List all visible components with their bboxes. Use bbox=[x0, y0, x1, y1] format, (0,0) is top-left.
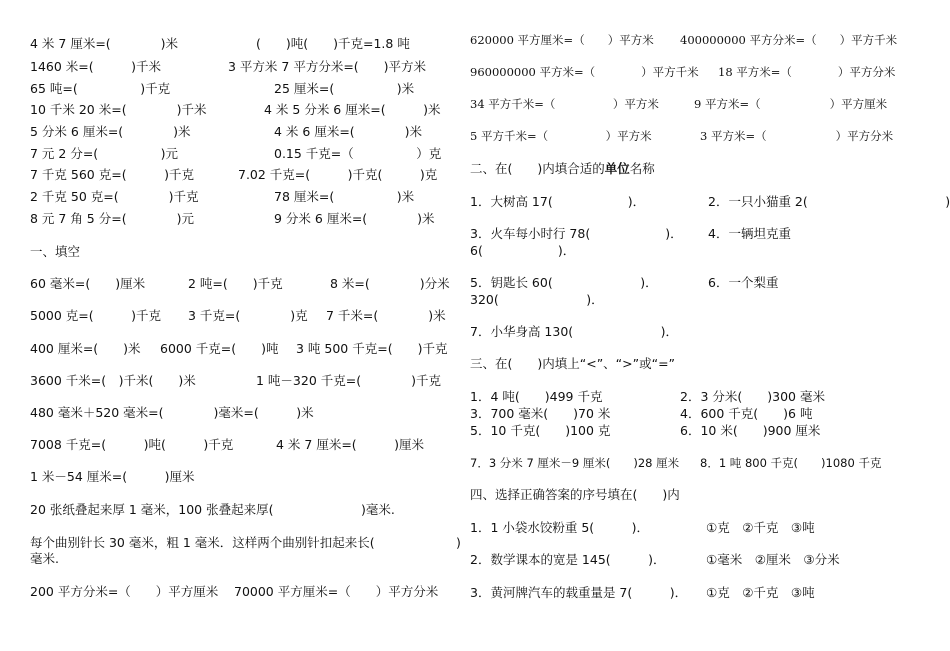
question: 5 分米 6 厘米=( )米 bbox=[30, 124, 191, 139]
question: 7．3 分米 7 厘米－9 厘米( )28 厘米 bbox=[470, 456, 680, 470]
section-title-prefix: 二、在( )内填合适的 bbox=[470, 161, 605, 176]
question: 4 米 7 厘米=( )厘米 bbox=[276, 437, 425, 452]
question: 320( )． bbox=[470, 292, 604, 307]
choice-options: ①克 ②千克 ③吨 bbox=[706, 585, 815, 600]
question: 7 元 2 分=( )元 bbox=[30, 146, 179, 161]
question: 3 平方米=（ ）平方分米 bbox=[700, 129, 894, 143]
question: ( )吨( )千克=1.8 吨 bbox=[256, 36, 410, 51]
question: 1．4 吨( )499 千克 bbox=[470, 389, 603, 404]
question: 5000 克=( )千克 bbox=[30, 308, 162, 323]
question: 3 吨 500 千克=( )千克 bbox=[296, 341, 448, 356]
question: 3 平方米 7 平方分米=( )平方米 bbox=[228, 59, 427, 74]
question: 5 平方千米=（ ）平方米 bbox=[470, 129, 652, 143]
section-title-compare: 三、在( )内填上“<”、“>”或“=” bbox=[470, 356, 676, 371]
question: 5．钥匙长 60( )． bbox=[470, 275, 658, 290]
question: 4 米 6 厘米=( )米 bbox=[274, 124, 423, 139]
question: 2 吨=( )千克 bbox=[188, 276, 283, 291]
question: 5．10 千克( )100 克 bbox=[470, 423, 611, 438]
question: 7 千米=( )米 bbox=[326, 308, 446, 323]
question: 60 毫米=( )厘米 bbox=[30, 276, 146, 291]
question: 7.02 千克=( )千克( )克 bbox=[238, 167, 438, 182]
question: 65 吨=( )千克 bbox=[30, 81, 171, 96]
question: 1．1 小袋水饺粉重 5( )． bbox=[470, 520, 650, 535]
question: 2．3 分米( )300 毫米 bbox=[680, 389, 825, 404]
question: 480 毫米＋520 毫米=( )毫米=( )米 bbox=[30, 405, 314, 420]
question: 8 米=( )分米 bbox=[330, 276, 450, 291]
question: 200 平方分米=（ ）平方厘米 bbox=[30, 584, 219, 599]
choice-options: ①毫米 ②厘米 ③分米 bbox=[706, 552, 840, 567]
question: 3．黄河牌汽车的载重量是 7( )． bbox=[470, 585, 688, 600]
paragraph-close: ) bbox=[456, 535, 461, 550]
section-title-fill: 一、填空 bbox=[30, 244, 81, 259]
question: 7．小华身高 130( )． bbox=[470, 324, 679, 339]
question: 3．700 毫米( )70 米 bbox=[470, 406, 611, 421]
question: 7 千克 560 克=( )千克 bbox=[30, 167, 194, 182]
question: 20 张纸叠起来厚 1 毫米，100 张叠起来厚( )毫米. bbox=[30, 502, 395, 517]
question: 6( )． bbox=[470, 243, 576, 258]
question: 9 平方米=（ ）平方厘米 bbox=[694, 97, 888, 111]
question: 18 平方米=（ ）平方分米 bbox=[718, 65, 896, 79]
question: 1 吨－320 千克=( )千克 bbox=[256, 373, 441, 388]
question: 1．大树高 17( )． bbox=[470, 194, 646, 209]
section-title-suffix: 名称 bbox=[629, 161, 655, 176]
question: 4 米 7 厘米=( )米 bbox=[30, 36, 179, 51]
question: 10 千米 20 米=( )千米 bbox=[30, 102, 207, 117]
question: 25 厘米=( )米 bbox=[274, 81, 415, 96]
section-title-units bbox=[470, 161, 655, 177]
question: 4．一辆坦克重 bbox=[708, 226, 791, 241]
question: 7008 千克=( )吨( )千克 bbox=[30, 437, 234, 452]
question: 0.15 千克=（ ）克 bbox=[274, 146, 442, 161]
question: 3．火车每小时行 78( )． bbox=[470, 226, 683, 241]
choice-options: ①克 ②千克 ③吨 bbox=[706, 520, 815, 535]
question: 9 分米 6 厘米=( )米 bbox=[274, 211, 435, 226]
paragraph-line-2: 毫米. bbox=[30, 551, 59, 566]
question: 1 米－54 厘米=( )厘米 bbox=[30, 469, 195, 484]
question: 6000 千克=( )吨 bbox=[160, 341, 279, 356]
question: 1460 米=( )千米 bbox=[30, 59, 162, 74]
question: 620000 平方厘米=（ ）平方米 bbox=[470, 33, 654, 47]
question: 4 米 5 分米 6 厘米=( )米 bbox=[264, 102, 441, 117]
section-title-choice: 四、选择正确答案的序号填在( )内 bbox=[470, 487, 680, 502]
question: 2．数学课本的宽是 145( )． bbox=[470, 552, 666, 567]
question: 400 厘米=( )米 bbox=[30, 341, 141, 356]
paragraph-text: 每个曲别针长 30 毫米，粗 1 毫米．这样两个曲别针扣起来长( bbox=[30, 535, 375, 550]
question: 8 元 7 角 5 分=( )元 bbox=[30, 211, 194, 226]
question: 8．1 吨 800 千克( )1080 千克 bbox=[700, 456, 882, 470]
question: 2．一只小猫重 2( ) bbox=[708, 194, 950, 209]
question: 78 厘米=( )米 bbox=[274, 189, 415, 204]
question: 400000000 平方分米=（ ）平方千米 bbox=[680, 33, 898, 47]
question: 6．一个梨重 bbox=[708, 275, 779, 290]
section-title-bold: 单位 bbox=[604, 161, 630, 176]
question: 4．600 千克( )6 吨 bbox=[680, 406, 813, 421]
question: 34 平方千米=（ ）平方米 bbox=[470, 97, 659, 111]
question: 3600 千米=( )千米( )米 bbox=[30, 373, 196, 388]
question: 3 千克=( )克 bbox=[188, 308, 308, 323]
question: 70000 平方厘米=（ ）平方分米 bbox=[234, 584, 439, 599]
question: 2 千克 50 克=( )千克 bbox=[30, 189, 199, 204]
question: 960000000 平方米=（ ）平方千米 bbox=[470, 65, 699, 79]
question: 6．10 米( )900 厘米 bbox=[680, 423, 821, 438]
